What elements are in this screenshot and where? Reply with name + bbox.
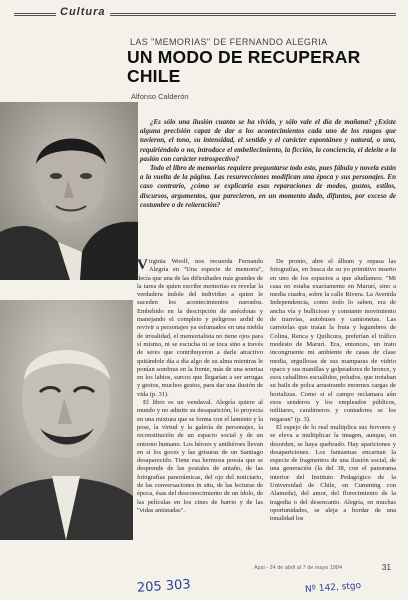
body-column-right — [270, 258, 396, 558]
body-paragraph: De pronto, abre el álbum y repasa las fotografías, en busca de su yo primitivo inserto en uno de los espacios a que aludíamos: "Mi casa no estaba exactamente en Marurí, sino a media cuadra, sobre la calle Rivera. La Avenida Independencia, como todo lo saben, era de anchа vía y bullicioso y constante movimiento de tranvías, autobuses y camionetas. Las carretelas que traían la fruta y legumbres de Colina, Renca y Quilicura, preferían el tráfico modesto de Marurí. Era, entonces, un trato incongruente mi ambiente de casas de clase media, orgullosas de sus mamparas de vidrio opaco y sus manillas y golpeadores de bronce, y esos caballitos escuálidos, peludos, que trotaban su baile de polca arrastrando enormes cargas de hortalizas. Como si el campo reclamara aún esos senderos y los empleados públicos, militares, carabineros y contadores se los negaran" (p. 3). — [270, 258, 396, 423]
handwritten-issue-note: Nº 142, stgo — [304, 581, 362, 595]
lead-paragraphs — [140, 118, 396, 210]
section-label: Cultura — [56, 6, 110, 18]
page-number: 31 — [382, 563, 391, 572]
handwritten-archive-number: 205 303 — [136, 577, 192, 596]
body-column-left — [137, 258, 263, 556]
kicker: LAS "MEMORIAS" DE FERNANDO ALEGRIA — [130, 37, 328, 47]
publication-footer: Apsi - 24 de abril al 7 de mayo 1984 — [254, 565, 343, 571]
body-paragraph-text: irginia Woolf, nos recuerda Fernando Alegría en "Una especie de memoria", decía que una de las dificultades más grandes de la tarea de quien escribe memorias es revelar la verdadera índole del individuo a quien le suceden los acontecimientos narrados. Embebido en la descripción de anécdotas y manejando el completo y peligroso ardid de revivir a personajes ya esfumados en una niebla de irrealidad, el memorialista no tiene ojos para sí mismo, ni se escucha ni se toca sino a través de seres que contribuyeron a darle atractivo quitándole dia a día algo de su alma mientras le ponían sombras en la frente, más de una sonrisa en los labios, surcos que llegarían a ser arrugas y gestos, muchos gestos, para dar una ilusión de vida (p. 31). — [137, 258, 263, 398]
body-paragraph: El libro es un vendaval. Alegría quiere al mundo y no admite su desaparición; lo proyecta en una mixtura que se forma con el lamento y la pose, la virtud y la galería de personajes, la reconstitución de un espacio social y de un entorno humano. Los héroes y antihéroes llevan en sí los goces y las grisuras de un Santiago desaparecido. Tiene esa hermosa poesía que se desprende de las postales de antaño, de las fotografías panorámicas, del ojo del noticiario, de las conversaciones in situ, de las lecturas de época, ésas del desconocimiento de un ídolo, de las películas en los cines de barrio y de las "vidas amistadas". — [137, 399, 263, 514]
body-paragraph: El espejo de lo real multiplica sus fervores y se eleva a multiplicar la imagen, aunque, en desorden, se haya quebrado. Hay apariciones y desapariciones. Los fantasmas encarnan la especie de fragmentos de una ilusión social, de una generación (la del 38, con el panorama interior del Instituto Pedagógico de la Universidad de Chile, en Cumming con Alameda), del amor, del florecimiento de la tragedia o del desencanto. Alegría, en muchas oportunidades, se aleja a bordar de una tonalidad los — [270, 423, 396, 523]
author-portrait-bottom — [0, 300, 133, 540]
section-header — [14, 6, 396, 22]
lead-paragraph: Todo el libro de memorias requiere preguntarse todo esto, pues fábula y novela están a la vuelta de la página. Las resurrecciones modifican una época y sus personajes. En caso contrario, ¿cómo se explicaría esas reparaciones de modos, gustos, estilos, discursos, argumentos, que parecieron, en un momento dado, difuntos, por exceso de costumbre o de reiteración? — [140, 164, 396, 209]
drop-cap: V — [137, 258, 148, 273]
author-portrait-top — [0, 102, 138, 280]
lead-paragraph: ¿Es sólo una ilusión cuanto se ha vivido, y sólo vale el día de mañana? ¿Existe alguna precisión capaz de dar a los acontecimientos cada uno de los rasgos que tuvieron, el tono, su intensidad, el sentido y el carácter espontáneo y natural, o uno, requiriéndolo o no, introduce el embellecimiento, la ficción, la conciencia, el deleite o la pasión con carácter retrospectivo? — [140, 118, 396, 163]
body-paragraph — [137, 258, 263, 399]
byline: Alfonso Calderón — [131, 92, 189, 101]
headline: UN MODO DE RECUPERAR CHILE — [127, 47, 361, 86]
